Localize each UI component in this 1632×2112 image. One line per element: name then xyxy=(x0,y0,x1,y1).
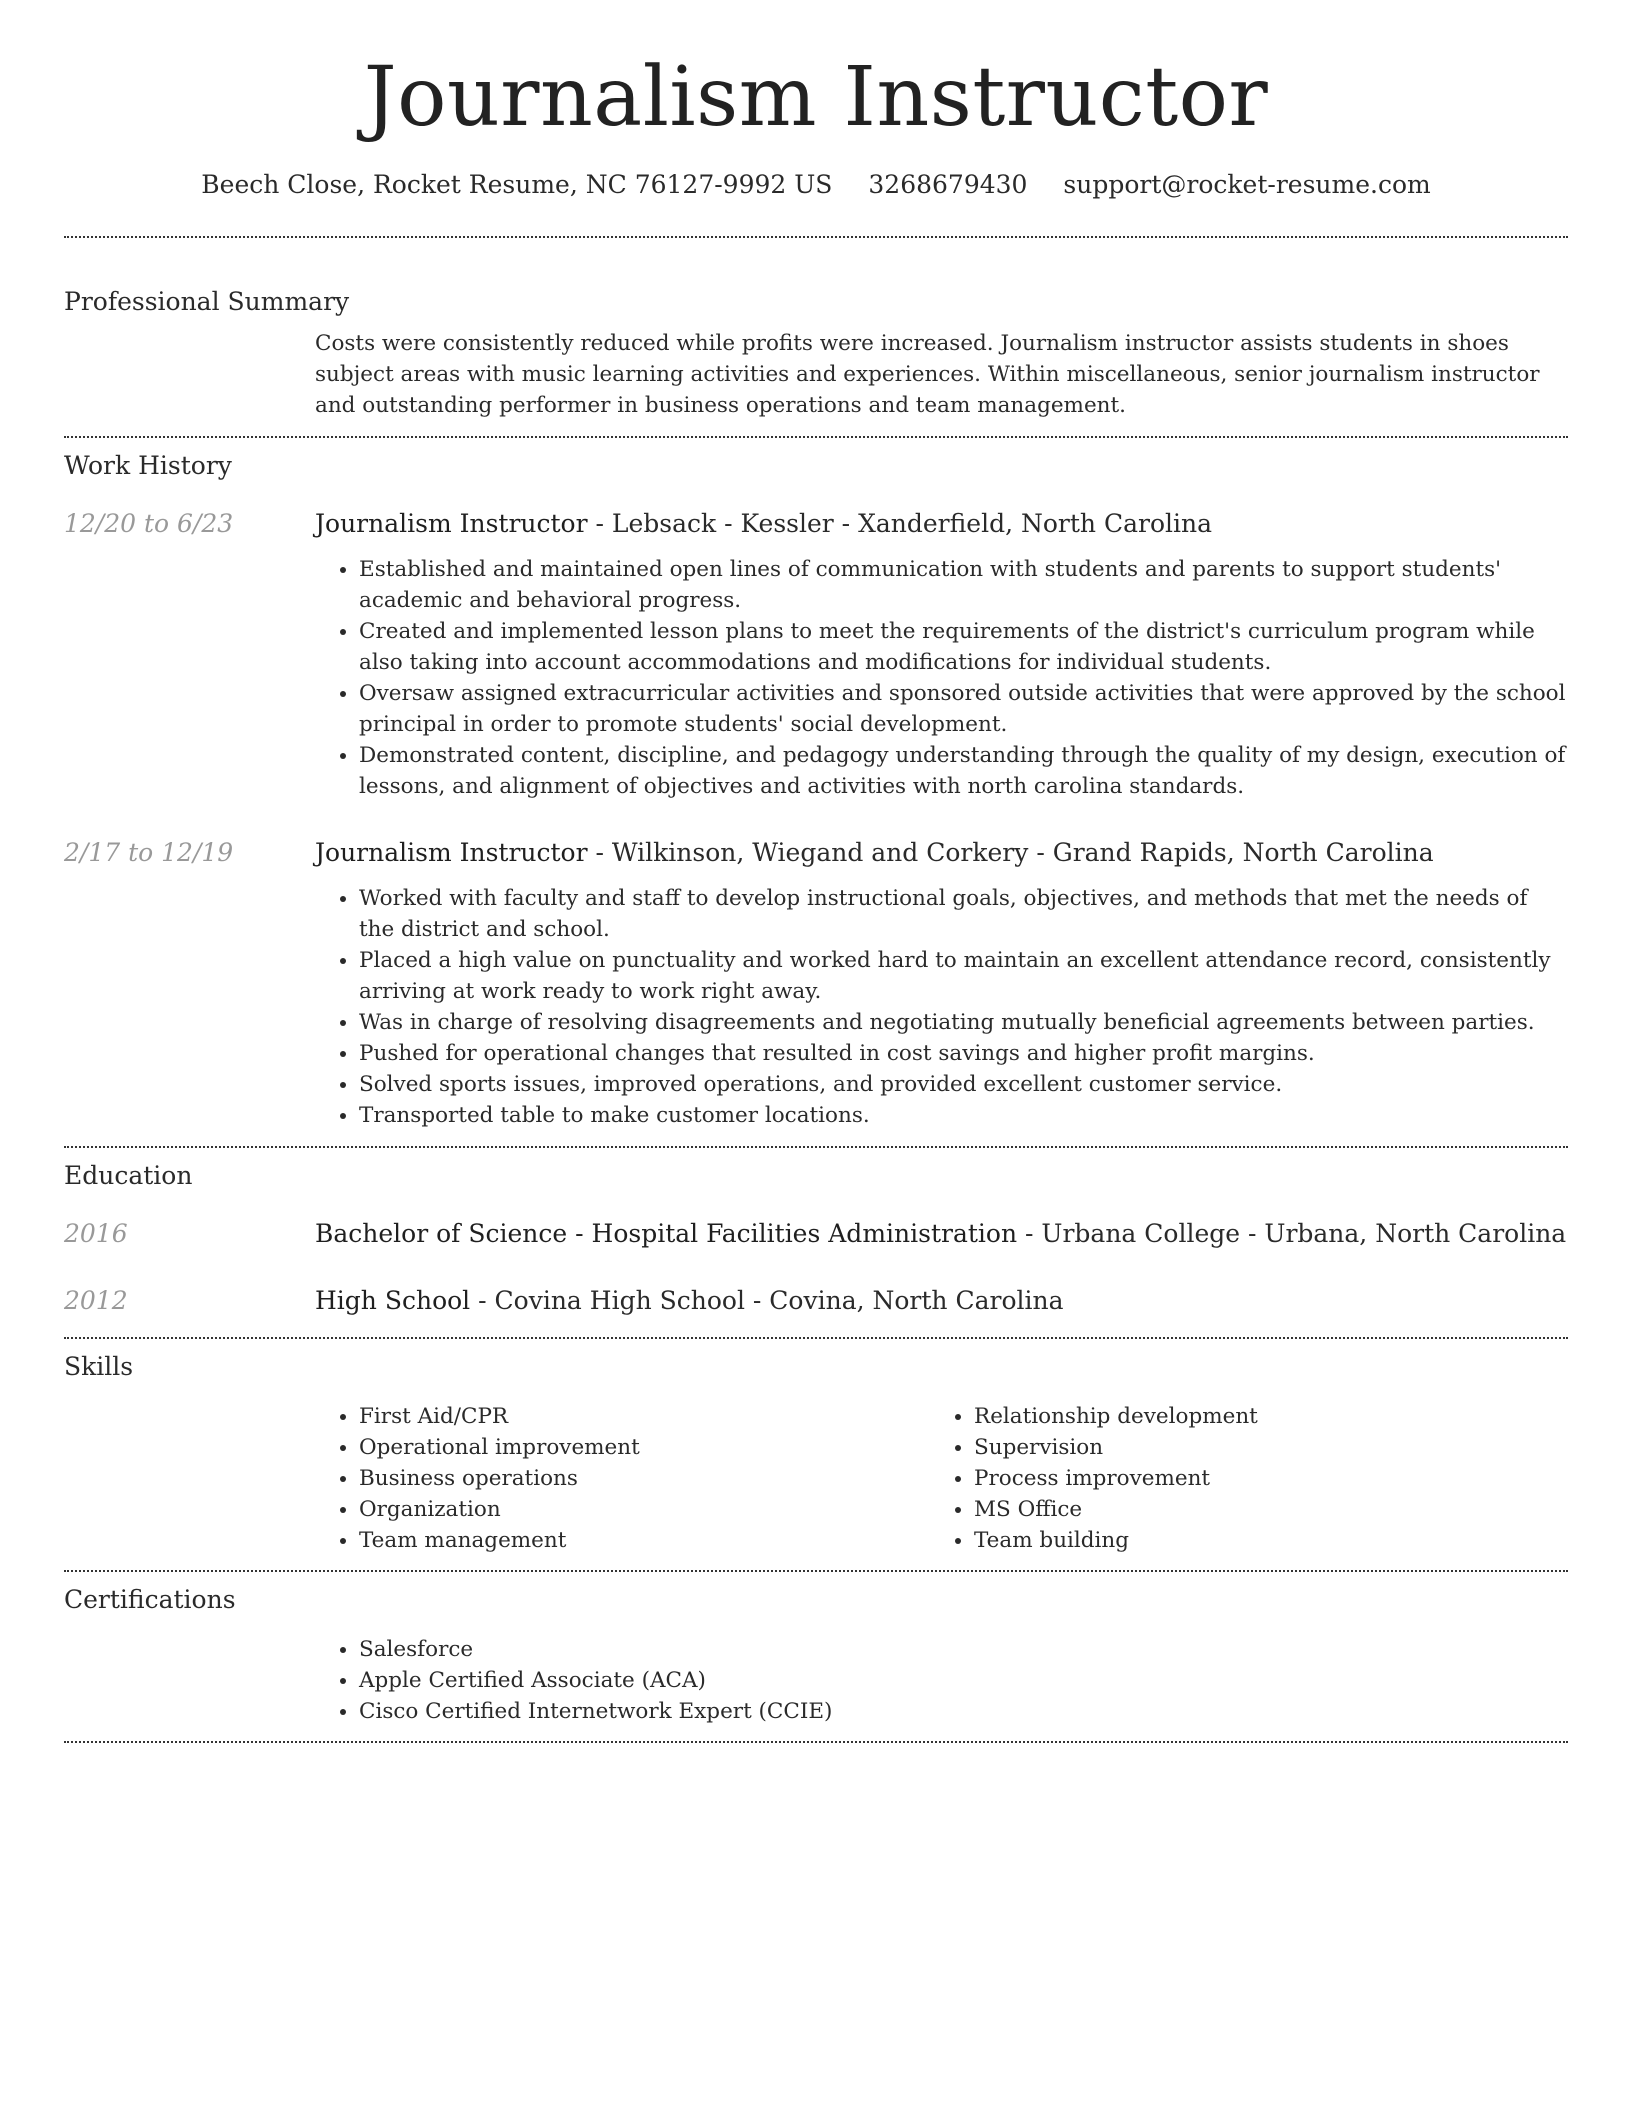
summary-text: Costs were consistently reduced while profits were increased. Journalism instructor assists students in shoes subject areas with music learning activities and experiences. Within miscellaneous, senior journalism instructor and outstanding performer in business operations and team management. xyxy=(315,331,1540,418)
education-details: - Covina High School - Covina, North Carolina xyxy=(470,1286,1064,1315)
job-date: 2/17 to 12/19 xyxy=(64,838,234,867)
job-date: 12/20 to 6/23 xyxy=(64,509,234,538)
education-section xyxy=(64,1148,1568,1318)
job-details: - Lebsack - Kessler - Xanderfield, North Carolina xyxy=(587,509,1212,538)
job-title-line xyxy=(315,836,1434,870)
candidate-name: Journalism Instructor xyxy=(363,50,1269,145)
list-item: • First Aid/CPR xyxy=(359,1401,930,1432)
education-details: - Urbana College - Urbana, North Carolina xyxy=(1017,1219,1567,1248)
list-item: • Worked with faculty and staff to develop instructional goals, objectives, and methods that met the needs of the district and school. xyxy=(359,883,1568,945)
education-entry xyxy=(64,1217,1568,1251)
job-bullets xyxy=(315,554,1568,802)
section-title-education: Education xyxy=(64,1161,193,1190)
contact-line xyxy=(64,168,1568,202)
skills-grid xyxy=(315,1401,1568,1556)
list-item: • Organization xyxy=(359,1494,930,1525)
job-bullets xyxy=(315,883,1568,1131)
list-item: • Team building xyxy=(974,1525,1545,1556)
job-entry xyxy=(64,507,1568,802)
list-item: • Cisco Certified Internetwork Expert (CCIE) xyxy=(359,1696,1568,1727)
job-position: Journalism Instructor xyxy=(315,509,588,538)
list-item: • Business operations xyxy=(359,1463,930,1494)
education-degree: High School xyxy=(315,1286,471,1315)
list-item: • Created and implemented lesson plans to meet the requirements of the district's curriculum program while also taking into account accommodations and modifications for individual students. xyxy=(359,616,1568,678)
section-title-certifications: Certifications xyxy=(64,1585,236,1614)
list-item: • Apple Certified Associate (ACA) xyxy=(359,1665,1568,1696)
list-item: • Transported table to make customer locations. xyxy=(359,1100,1568,1131)
list-item: • Team management xyxy=(359,1525,930,1556)
section-title-summary: Professional Summary xyxy=(64,287,350,316)
list-item: • Solved sports issues, improved operations, and provided excellent customer service. xyxy=(359,1069,1568,1100)
education-date: 2012 xyxy=(64,1286,128,1315)
contact-email: support@rocket-resume.com xyxy=(1063,170,1431,199)
job-details: - Wilkinson, Wiegand and Corkery - Grand Rapids, North Carolina xyxy=(587,838,1434,867)
resume-header xyxy=(64,0,1568,202)
skills-section xyxy=(64,1339,1568,1556)
list-item: • Established and maintained open lines of communication with students and parents to support students' academic and behavioral progress. xyxy=(359,554,1568,616)
education-title-line xyxy=(315,1217,1566,1251)
list-item: • Was in charge of resolving disagreements and negotiating mutually beneficial agreements between parties. xyxy=(359,1007,1568,1038)
resume-page xyxy=(64,0,1568,1743)
job-title-line xyxy=(315,507,1212,541)
list-item: • Relationship development xyxy=(974,1401,1545,1432)
section-divider xyxy=(64,1741,1568,1743)
list-item: • Salesforce xyxy=(359,1634,1568,1665)
skills-column-left xyxy=(315,1401,930,1556)
skills-column-right xyxy=(930,1401,1545,1556)
certifications-list xyxy=(315,1634,1568,1727)
list-item: • Oversaw assigned extracurricular activities and sponsored outside activities that were approved by the school principal in order to promote students' social development. xyxy=(359,678,1568,740)
list-item: • Placed a high value on punctuality and worked hard to maintain an excellent attendance record, consistently arriving at work ready to work right away. xyxy=(359,945,1568,1007)
work-history-section xyxy=(64,438,1568,1131)
certifications-section xyxy=(64,1572,1568,1727)
list-item: • Supervision xyxy=(974,1432,1545,1463)
education-date: 2016 xyxy=(64,1219,128,1248)
education-entry xyxy=(64,1284,1568,1318)
contact-phone: 3268679430 xyxy=(868,170,1028,199)
job-entry xyxy=(64,836,1568,1131)
section-title-skills: Skills xyxy=(64,1352,134,1381)
list-item: • Process improvement xyxy=(974,1463,1545,1494)
education-degree: Bachelor of Science - Hospital Facilities Administration xyxy=(315,1219,1018,1248)
summary-section xyxy=(64,238,1568,421)
list-item: • Pushed for operational changes that resulted in cost savings and higher profit margins. xyxy=(359,1038,1568,1069)
list-item: • Demonstrated content, discipline, and pedagogy understanding through the quality of my design, execution of lessons, and alignment of objectives and activities with north carolina standards. xyxy=(359,740,1568,802)
section-title-work-history: Work History xyxy=(64,451,232,480)
education-title-line xyxy=(315,1284,1064,1318)
job-position: Journalism Instructor xyxy=(315,838,588,867)
list-item: • Operational improvement xyxy=(359,1432,930,1463)
list-item: • MS Office xyxy=(974,1494,1545,1525)
contact-address: Beech Close, Rocket Resume, NC 76127-9992 US xyxy=(201,170,833,199)
